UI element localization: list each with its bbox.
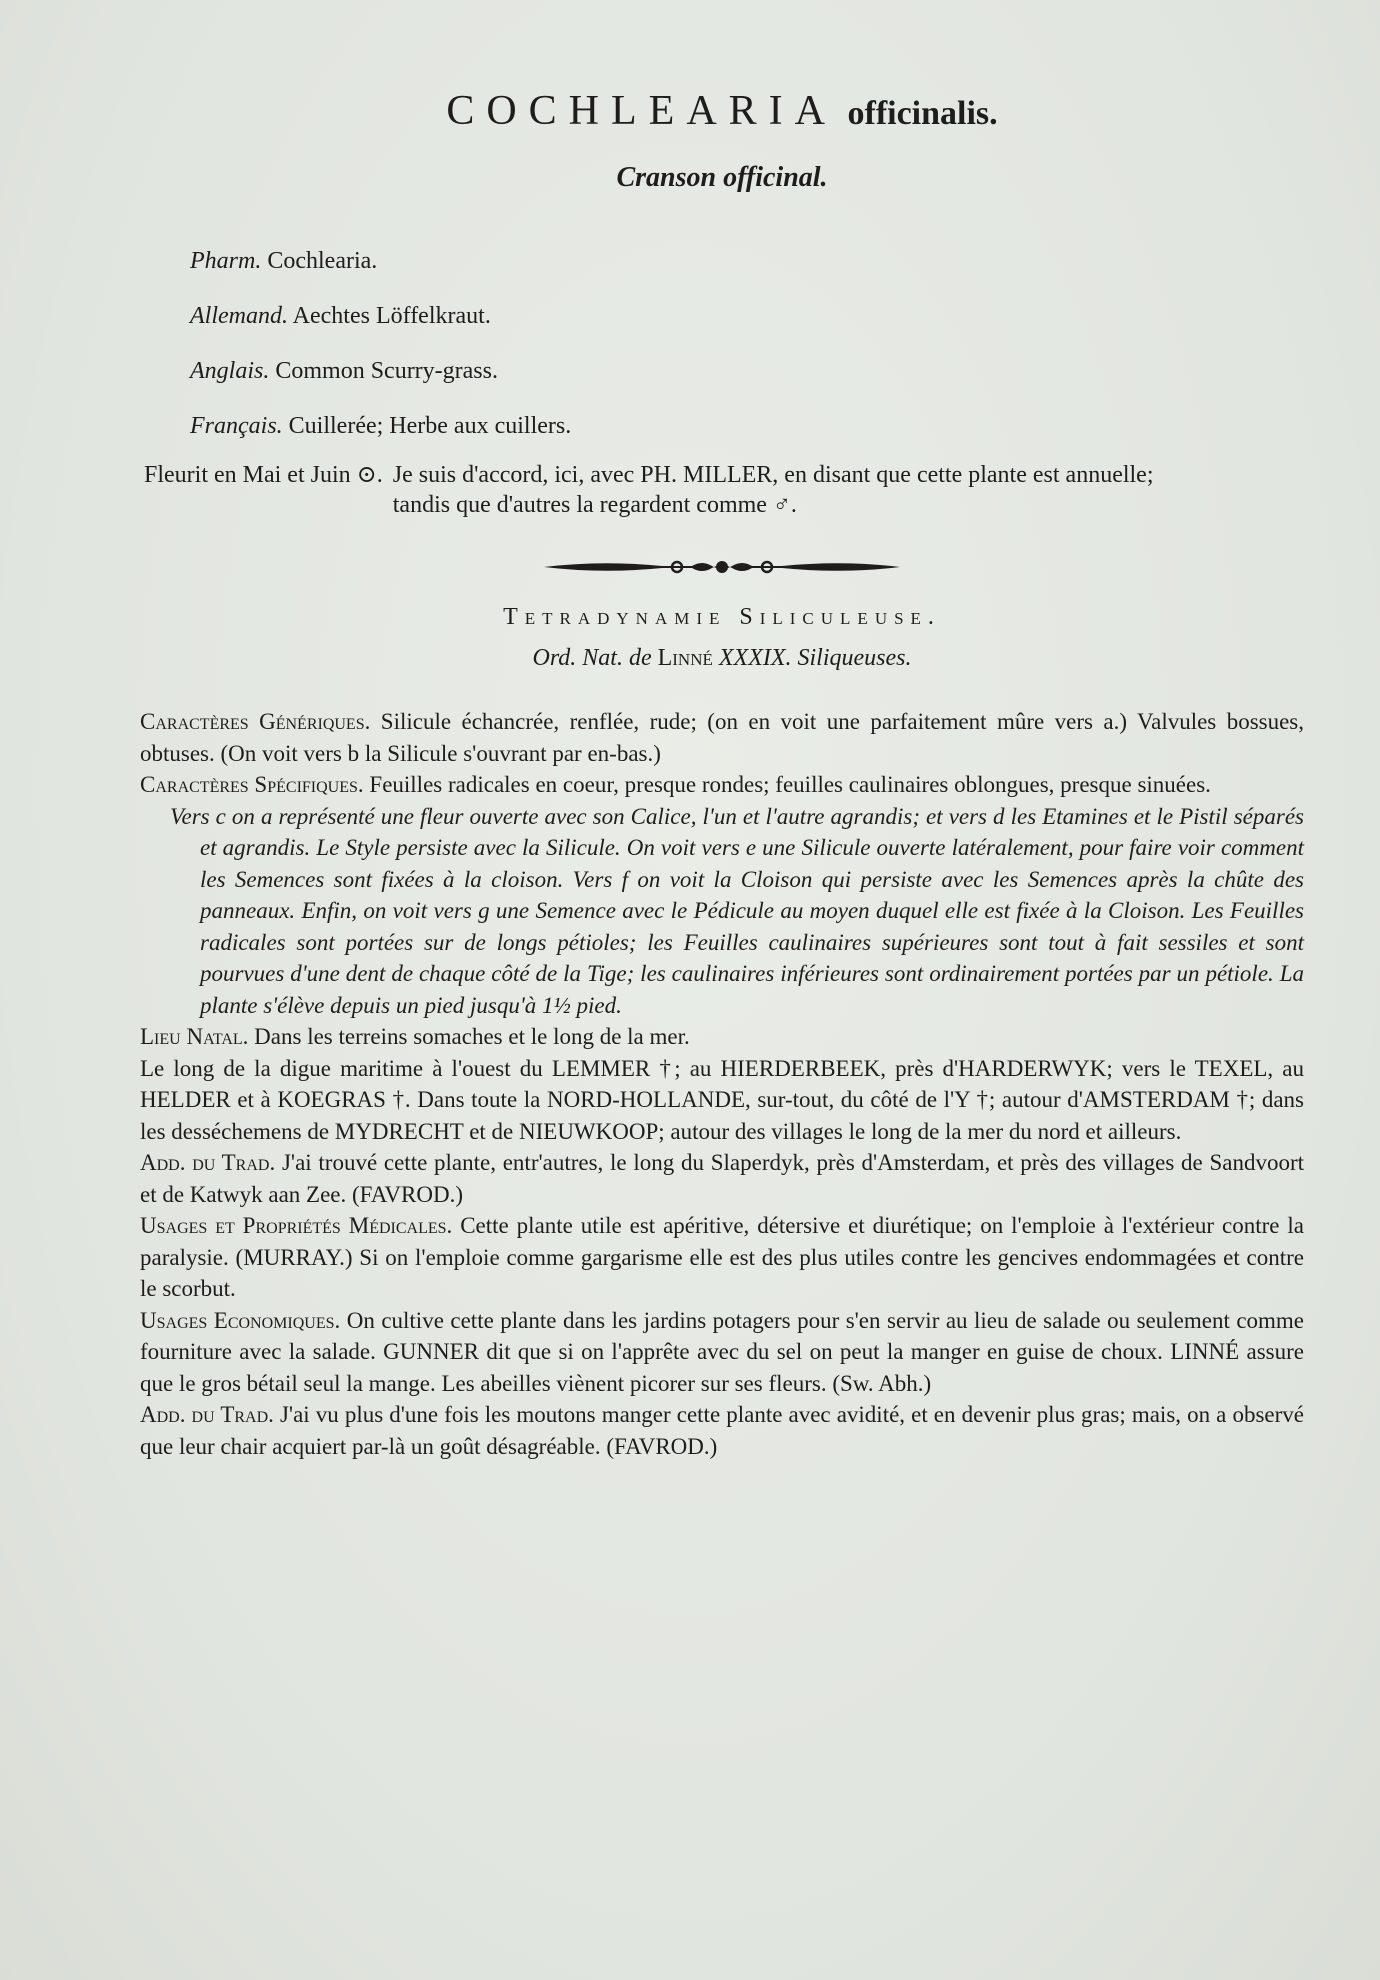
name-lang: Allemand.: [190, 303, 288, 329]
name-value: Cuillerée; Herbe aux cuillers.: [288, 413, 572, 439]
name-row-anglais: [190, 344, 1304, 399]
section-label: Caractères Spécifiques.: [140, 772, 364, 797]
flowering-text: Je suis d'accord, ici, avec PH. MILLER, en disant que cette plante est annuelle; tandis que d'autres la regardent comme ♂.: [392, 462, 1154, 518]
generic-characters: [140, 706, 1304, 769]
flowering-label: Fleurit en Mai et Juin ⊙.: [144, 462, 383, 488]
section-text: On cultive cette plante dans les jardins potagers pour s'en servir au lieu de salade ou seulement comme fourniture avec la salade. GUNNER dit que si on l'apprête avec du sel on peut la manger en guise de choux. LINNÉ assure que le gros bétail seul la mange. Les abeilles viènent picorer sur ses fleurs. (Sw. Abh.): [140, 1307, 1305, 1396]
section-text: J'ai trouvé cette plante, entr'autres, le long du Slaperdyk, près d'Amsterdam, et près des villages de Sandvoort et de Katwyk aan Zee. (FAVROD.): [140, 1150, 1305, 1207]
family-heading: Tetradynamie Siliculeuse.: [503, 604, 941, 630]
page-title: [140, 90, 1304, 132]
economic-uses: [140, 1305, 1304, 1400]
description-body: [140, 706, 1304, 1462]
native-place: [140, 1021, 1304, 1053]
section-label: Lieu Natal.: [140, 1024, 249, 1049]
medical-uses: [140, 1210, 1304, 1305]
figure-description: Vers c on a représenté une fleur ouverte avec son Calice, l'un et l'autre agrandis; et vers d les Etamines et le Pistil séparés et agrandis. Le Style persiste avec la Silicule. On voit vers e une Silicule ouverte latéralement, pour faire voir comment les Semences sont fixées à la cloison. Vers f on voit la Cloison qui persiste avec les Semences après la chûte des panneaux. Enfin, on voit vers g une Semence avec le Pédicule au moyen duquel elle est fixée à la Cloison. Les Feuilles radicales sont portées sur de longs pétioles; les Feuilles caulinaires supérieures sont tout à fait sessiles et sont pourvues d'une dent de chaque côté de la Tige; les caulinaires inférieures sont ordinairement portées par un pétiole. La plante s'élève depuis un pied jusqu'à 1½ pied.: [170, 803, 1304, 1018]
french-name: Cranson officinal.: [616, 162, 828, 193]
order-prefix: Ord. Nat. de: [532, 645, 652, 671]
species-name: officinalis.: [847, 95, 998, 132]
name-value: Aechtes Löffelkraut.: [292, 303, 491, 329]
section-text: Dans les terreins somaches et le long de la mer.: [254, 1024, 690, 1049]
section-label: Add. du Trad.: [140, 1150, 276, 1175]
name-lang: Pharm.: [190, 248, 262, 274]
section-label: Usages et Propriétés Médicales.: [140, 1213, 453, 1238]
section-label: Usages Economiques.: [140, 1307, 341, 1333]
section-text: Silicule échancrée, renflée, rude; (on en voit une parfaitement mûre vers a.) Valvules bossues, obtuses. (On voit vers b la Silicule s'ouvrant par en-bas.): [140, 709, 1305, 766]
flowering-note: [144, 460, 1304, 520]
vernacular-names: [190, 234, 1304, 454]
ornament-icon: [542, 556, 902, 578]
translator-addition-1: [140, 1147, 1304, 1210]
section-label: Caractères Génériques.: [140, 709, 371, 734]
name-row-pharm: [190, 234, 1304, 289]
name-lang: Anglais.: [190, 358, 270, 384]
order-linne: Linné: [657, 645, 713, 671]
name-row-allemand: [190, 289, 1304, 344]
localities: Le long de la digue maritime à l'ouest du LEMMER †; au HIERDERBEEK, près d'HARDERWYK; vers le TEXEL, au HELDER et à KOEGRAS †. Dans toute la NORD-HOLLANDE, sur-tout, du côté de l'Y †; autour d'AMSTERDAM †; dans les desséchemens de MYDRECHT et de NIEUWKOOP; autour des villages le long de la mer du nord et ailleurs.: [140, 1055, 1304, 1144]
section-text: J'ai vu plus d'une fois les moutons manger cette plante avec avidité, et en devenir plus gras; mais, on a observé que leur chair acquiert par-là un goût désagréable. (FAVROD.): [140, 1402, 1304, 1459]
translator-addition-2: [140, 1399, 1304, 1462]
ornament-divider: [140, 556, 1304, 578]
section-label: Add. du Trad.: [140, 1402, 274, 1427]
section-text: Feuilles radicales en coeur, presque rondes; feuilles caulinaires oblongues, presque sinuées.: [369, 772, 1211, 797]
specific-characters: [140, 769, 1304, 801]
name-value: Common Scurry-grass.: [275, 358, 498, 384]
name-lang: Français.: [190, 413, 283, 439]
name-value: Cochlearia.: [267, 248, 378, 274]
section-text: Cette plante utile est apéritive, détersive et diurétique; on l'emploie à l'extérieur contre la paralysie. (MURRAY.) Si on l'emploie comme gargarisme elle est des plus utiles contre les gencives endommagées et contre le scorbut.: [140, 1213, 1304, 1301]
natural-order: [140, 645, 1304, 672]
order-rest: XXXIX. Siliqueuses.: [718, 645, 912, 671]
genus-name: COCHLEARIA: [446, 88, 837, 134]
name-row-francais: [190, 399, 1304, 454]
